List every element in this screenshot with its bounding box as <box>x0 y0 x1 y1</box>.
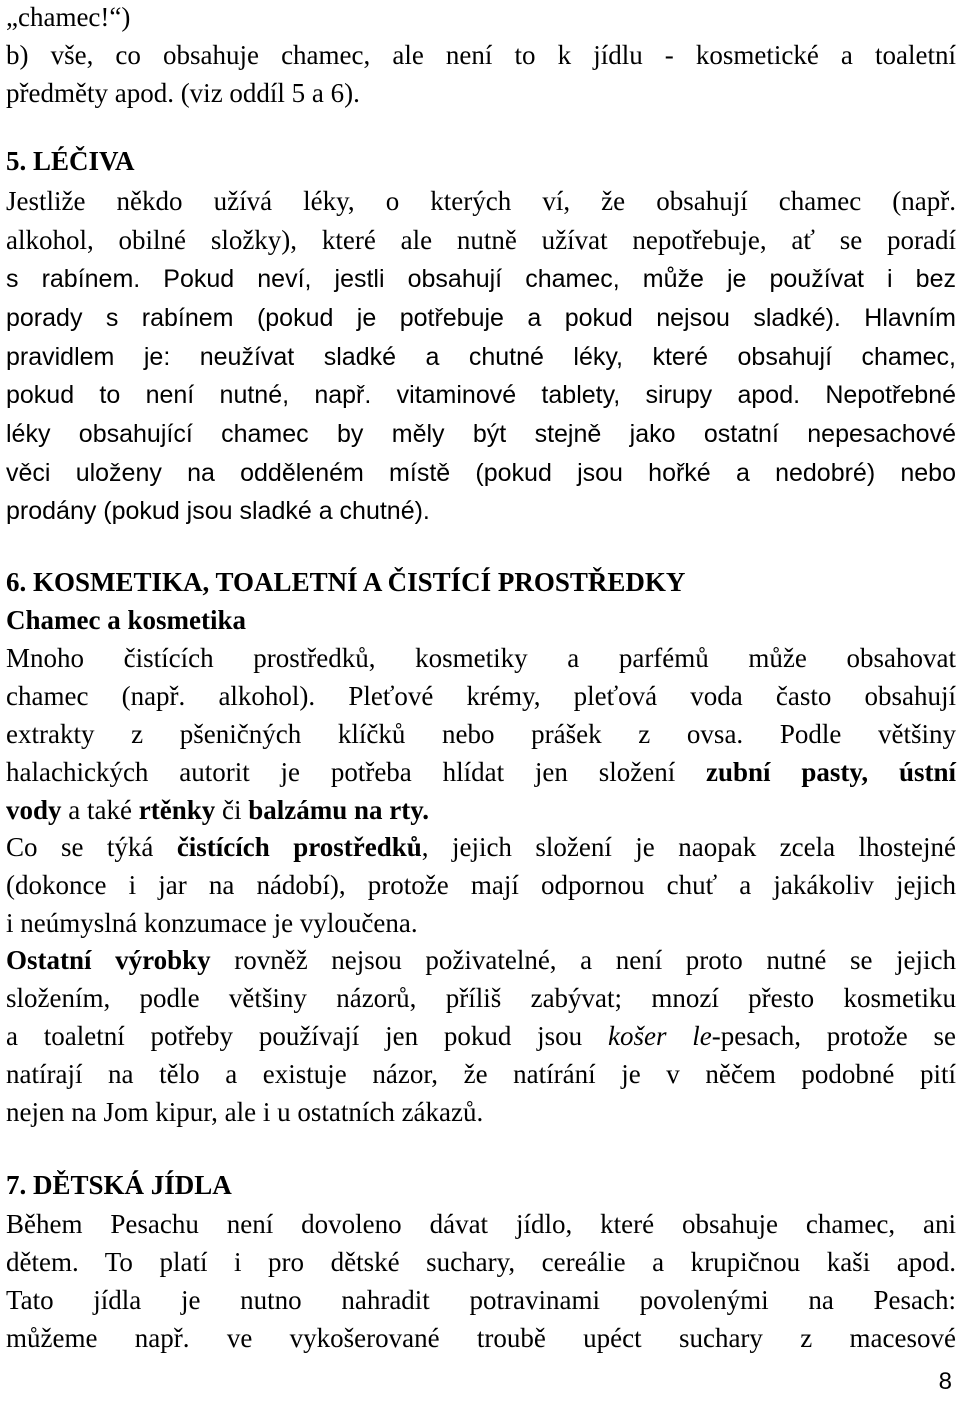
section-heading-6: 6. KOSMETIKA, TOALETNÍ A ČISTÍCÍ PROSTŘEDKY <box>6 567 686 597</box>
text-line <box>6 943 956 977</box>
text-line: nejen na Jom kipur, ale i u ostatních zákazů. <box>6 1097 484 1127</box>
section-heading-7: 7. DĚTSKÁ JÍDLA <box>6 1170 232 1200</box>
text-line: b) vše, co obsahuje chamec, ale není to k jídlu - kosmetické a toaletní <box>6 40 956 70</box>
text-line: pravidlem je: neužívat sladké a chutné léky, které obsahují chamec, <box>6 343 956 371</box>
subheading: Chamec a kosmetika <box>6 605 246 635</box>
text-line: složením, podle většiny názorů, příliš zabývat; mnozí přesto kosmetiku <box>6 983 956 1013</box>
text-line: můžeme např. ve vykošerované troubě upéct suchary z macesové <box>6 1323 956 1353</box>
text-span: a také <box>61 795 139 825</box>
emphasis-text: rtěnky <box>138 795 216 825</box>
emphasis-text: vody <box>6 795 62 825</box>
text-line <box>6 793 956 827</box>
text-line <box>6 755 956 789</box>
text-line: věci uloženy na odděleném místě (pokud jsou hořké a nedobré) nebo <box>6 459 956 487</box>
text-span: či <box>215 795 249 825</box>
text-line: předměty apod. (viz oddíl 5 a 6). <box>6 78 360 108</box>
text-span: , jejich složení je naopak zcela lhostejné <box>421 832 956 862</box>
text-line: pokud to není nutné, např. vitaminové tablety, sirupy apod. Nepotřebné <box>6 381 956 409</box>
text-line: (dokonce i jar na nádobí), protože mají odpornou chuť a jakákoliv jejich <box>6 870 956 900</box>
emphasis-text: Ostatní výrobky <box>6 945 211 975</box>
text-line: léky obsahující chamec by měly být stejně jako ostatní nepesachové <box>6 420 956 448</box>
text-line: Mnoho čistících prostředků, kosmetiky a parfémů může obsahovat <box>6 643 956 673</box>
text-line <box>6 1019 956 1053</box>
page-number: 8 <box>938 1368 952 1395</box>
text-line: alkohol, obilné složky), které ale nutně užívat nepotřebuje, ať se poradí <box>6 225 956 255</box>
text-line <box>6 830 956 864</box>
text-span: halachických autorit je potřeba hlídat jen složení <box>6 757 707 787</box>
text-line: prodány (pokud jsou sladké a chutné). <box>6 497 430 525</box>
text-line: Během Pesachu není dovoleno dávat jídlo, které obsahuje chamec, ani <box>6 1209 956 1239</box>
section-heading-5: 5. LÉČIVA <box>6 146 135 176</box>
emphasis-text: balzámu na rty. <box>248 795 429 825</box>
text-line: dětem. To platí i pro dětské suchary, cereálie a krupičnou kaši apod. <box>6 1247 956 1277</box>
text-line: chamec (např. alkohol). Pleťové krémy, pleťová voda často obsahují <box>6 681 956 711</box>
text-span: Co se týká <box>6 832 177 862</box>
text-line: porady s rabínem (pokud je potřebuje a pokud nejsou sladké). Hlavním <box>6 304 956 332</box>
text-line: s rabínem. Pokud neví, jestli obsahují chamec, může je používat i bez <box>6 265 956 293</box>
emphasis-text: zubní pasty, ústní <box>706 757 956 787</box>
italic-text: košer le <box>607 1021 712 1051</box>
text-span: rovněž nejsou poživatelné, a není proto nutné se jejich <box>210 945 956 975</box>
text-line: natírají na tělo a existuje názor, že natírání je v něčem podobné pití <box>6 1059 956 1089</box>
text-line: Jestliže někdo užívá léky, o kterých ví, že obsahují chamec (např. <box>6 186 956 216</box>
text-line: Tato jídla je nutno nahradit potravinami povolenými na Pesach: <box>6 1285 956 1315</box>
text-line: „chamec!“) <box>6 2 131 32</box>
text-line: extrakty z pšeničných klíčků nebo prášek z ovsa. Podle většiny <box>6 719 956 749</box>
text-span: -pesach, protože se <box>711 1021 956 1051</box>
text-span: a toaletní potřeby používají jen pokud jsou <box>6 1021 608 1051</box>
emphasis-text: čistících prostředků <box>176 832 422 862</box>
text-line: i neúmyslná konzumace je vyloučena. <box>6 908 418 938</box>
